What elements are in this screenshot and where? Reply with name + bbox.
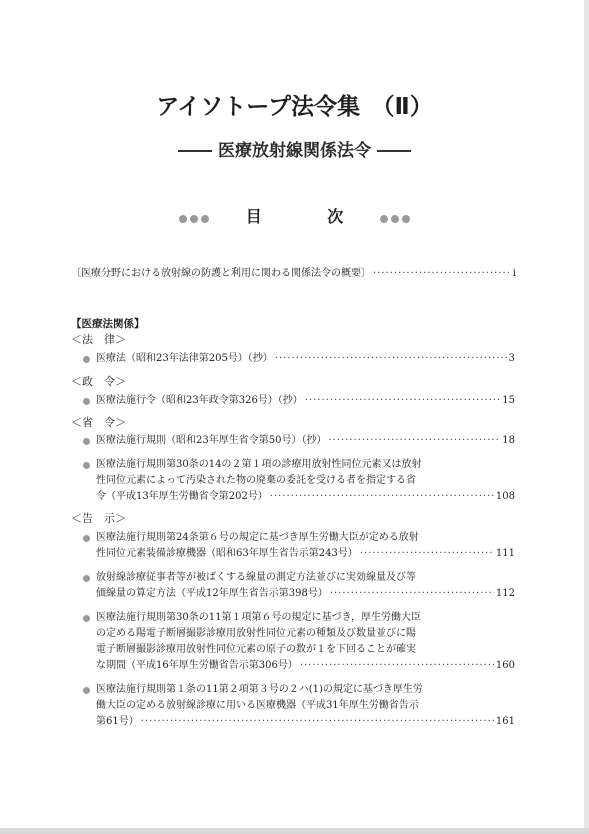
toc-heading-right: 次 [327,207,344,226]
bullet-icon [83,575,90,582]
page-number: 18 [502,435,515,446]
page-number: 161 [495,716,515,727]
page-number: 111 [495,548,515,559]
book-title: アイソトープ法令集 （Ⅱ） [156,94,433,120]
bullet-icon [83,356,90,363]
entry-line: 働大臣の定める放射線診療に用いる医療機器（平成31年厚生労働省告示 [96,700,419,711]
category-ministerial: ＜省 令＞ [71,416,126,429]
entry-line: 性同位元素によって汚染された物の廃棄の委託を受ける者を指定する省 [96,475,416,486]
category-law: ＜法 律＞ [71,333,126,346]
entry-line: 医療法施行令（昭和23年政令第326号）（抄） [96,395,303,406]
bullet-icon [83,615,90,622]
dot-leader [373,266,511,282]
dot-leader [330,586,494,602]
bullet-icon [83,462,90,469]
overview-text: 〔医療分野における放射線の防護と利用に関わる関係法令の概要〕 [71,268,371,279]
page-edge-bottom [0,828,589,834]
dot-leader [305,393,500,409]
toc-heading-left: 目 [245,207,262,226]
bullet-icon [83,687,90,694]
page-number: 15 [502,395,515,406]
entry-line: 医療法施行規則第30条の11第１項第６号の規定に基づき，厚生労働大臣 [96,612,422,623]
entry-line: 放射線診療従事者等が被ばくする線量の測定方法並びに実効線量及び等 [96,572,416,583]
entry-line: な期間（平成16年厚生労働省告示第306号） [96,660,298,671]
bullet-icon [83,398,90,405]
dot-leader [275,351,507,367]
entry-line: 医療法施行規則第30条の14の２第１項の診療用放射性同位元素又は放射 [96,459,422,470]
dots-ornament-right-icon [379,208,412,227]
entry-line: 性同位元素装備診療機器（昭和63年厚生省告示第243号） [96,548,358,559]
entry-line: 医療法（昭和23年法律第205号）（抄） [96,353,273,364]
category-notice: ＜告 示＞ [71,512,126,525]
page-number: 3 [508,353,515,364]
entry-line: 電子断層撮影診療用放射性同位元素の原子の数が１を下回ることが確実 [96,644,416,655]
entry-line: 令（平成13年厚生労働省令第202号） [96,491,268,502]
category-order: ＜政 令＞ [71,375,126,388]
page-number: i [512,268,516,279]
dot-leader [328,433,500,449]
entry-line: 価線量の算定方法（平成12年厚生省告示第398号） [96,588,328,599]
section-heading: 【医療法関係】 [71,318,145,330]
dot-leader [270,489,494,505]
book-subtitle [0,136,589,161]
entry-line: 第61号） [96,716,139,727]
page-number: 112 [495,588,515,599]
toc-overview-entry[interactable] [71,266,516,282]
entry-line: 医療法施行規則（昭和23年厚生省令第50号）（抄） [96,435,327,446]
bullet-icon [83,535,90,542]
subtitle-dash-left [178,150,212,152]
dots-ornament-left-icon [177,208,210,227]
dot-leader [300,658,494,674]
entry-line: の定める陽電子断層撮影診療用放射性同位元素の種類及び数量並びに陽 [96,628,416,639]
entry-line: 医療法施行規則第24条第６号の規定に基づき厚生労働大臣が定める放射 [96,532,419,543]
bullet-icon [83,438,90,445]
page-number: 160 [495,660,515,671]
subtitle-dash-right [377,150,411,152]
page-edge-right [584,0,589,834]
dot-leader [360,546,494,562]
toc-heading [0,204,589,227]
dot-leader [141,714,494,730]
page-number: 108 [495,491,515,502]
subtitle-text: 医療放射線関係法令 [218,141,371,161]
entry-line: 医療法施行規則第１条の11第２項第３号の２ハ(1)の規定に基づき厚生労 [96,684,423,695]
